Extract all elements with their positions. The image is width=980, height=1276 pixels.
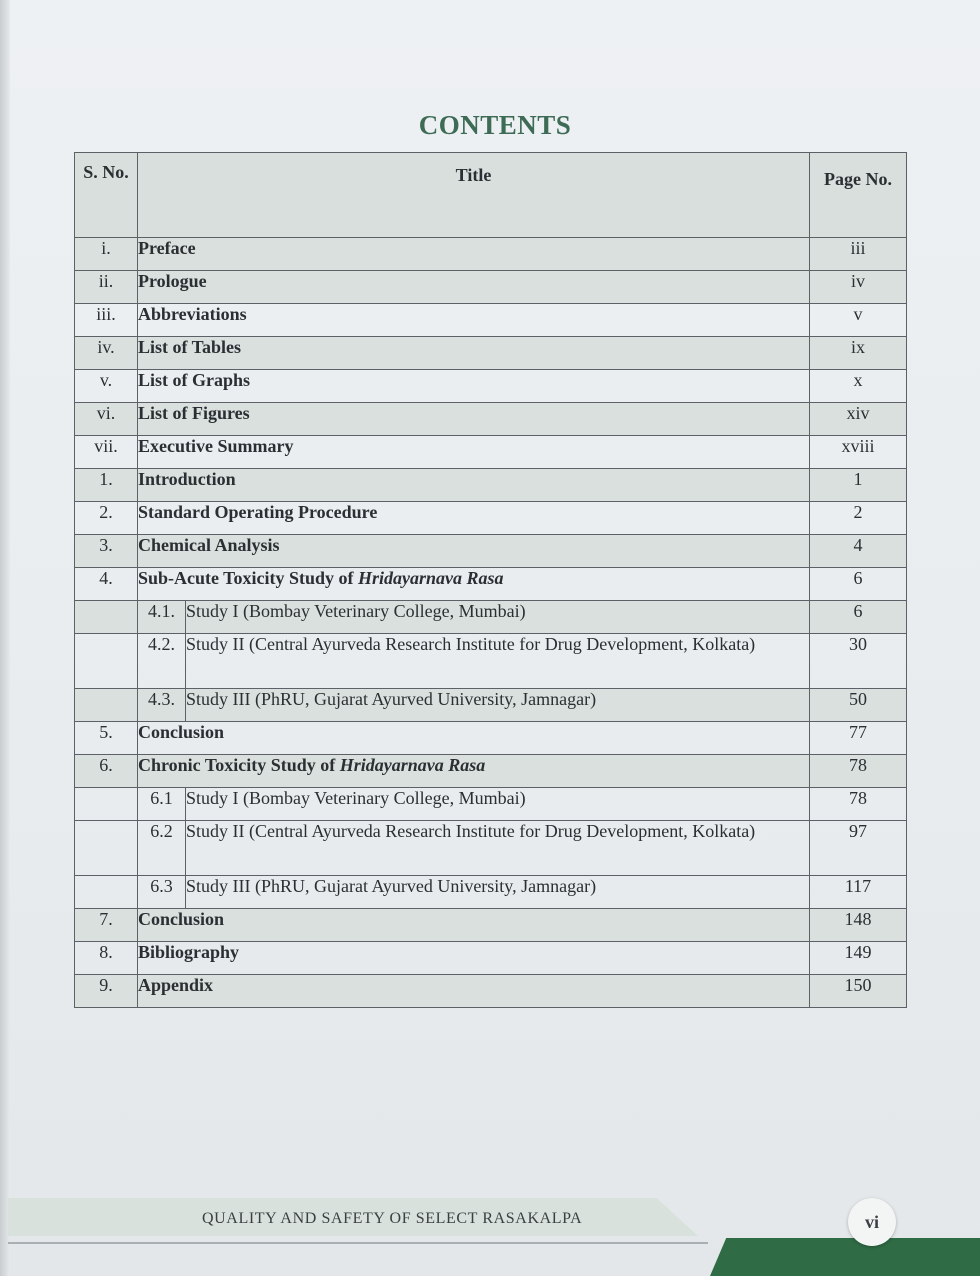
table-row — [75, 502, 907, 535]
row-page: v — [810, 304, 907, 337]
row-sno: 2. — [75, 502, 138, 535]
header-title: Title — [138, 153, 810, 238]
row-title: Chemical Analysis — [138, 535, 810, 568]
row-title: Bibliography — [138, 942, 810, 975]
row-page: 97 — [810, 821, 907, 876]
table-row — [75, 942, 907, 975]
row-page: 6 — [810, 568, 907, 601]
row-sno: ii. — [75, 271, 138, 304]
row-page: 1 — [810, 469, 907, 502]
row-title-prefix: Sub-Acute Toxicity Study of — [138, 568, 359, 588]
row-sno: iv. — [75, 337, 138, 370]
row-page: iii — [810, 238, 907, 271]
footer-accent-bar — [710, 1238, 980, 1276]
table-row — [75, 271, 907, 304]
table-row — [75, 436, 907, 469]
row-sno-empty — [75, 788, 138, 821]
row-page: 150 — [810, 975, 907, 1008]
row-title: Study III (PhRU, Gujarat Ayurved University, Jamnagar) — [186, 689, 810, 722]
row-page: 77 — [810, 722, 907, 755]
row-page: 78 — [810, 788, 907, 821]
row-title: Study II (Central Ayurveda Research Institute for Drug Development, Kolkata) — [186, 821, 810, 876]
row-title-prefix: Chronic Toxicity Study of — [138, 755, 340, 775]
row-title: Introduction — [138, 469, 810, 502]
row-title: List of Tables — [138, 337, 810, 370]
table-row — [75, 370, 907, 403]
page-title: CONTENTS — [418, 110, 572, 140]
row-page: x — [810, 370, 907, 403]
row-page: xiv — [810, 403, 907, 436]
row-title: List of Figures — [138, 403, 810, 436]
row-title — [138, 755, 810, 788]
page-number-badge: vi — [848, 1198, 896, 1246]
footer-divider — [8, 1242, 708, 1244]
row-subno: 6.1 — [138, 788, 186, 821]
row-sno: 3. — [75, 535, 138, 568]
header-sno: S. No. — [75, 153, 138, 238]
table-row — [75, 788, 907, 821]
table-row — [75, 238, 907, 271]
row-title: Study II (Central Ayurveda Research Institute for Drug Development, Kolkata) — [186, 634, 810, 689]
table-row — [75, 535, 907, 568]
row-title: Study III (PhRU, Gujarat Ayurved University, Jamnagar) — [186, 876, 810, 909]
row-sno-empty — [75, 689, 138, 722]
row-page: 148 — [810, 909, 907, 942]
row-page: xviii — [810, 436, 907, 469]
table-row — [75, 876, 907, 909]
row-sno: 7. — [75, 909, 138, 942]
row-title: Preface — [138, 238, 810, 271]
table-row — [75, 568, 907, 601]
table-row — [75, 821, 907, 876]
table-row — [75, 722, 907, 755]
table-row — [75, 601, 907, 634]
table-row — [75, 634, 907, 689]
row-title: Abbreviations — [138, 304, 810, 337]
row-title: Study I (Bombay Veterinary College, Mumbai) — [186, 601, 810, 634]
row-sno: i. — [75, 238, 138, 271]
row-sno: vi. — [75, 403, 138, 436]
row-sno-empty — [75, 876, 138, 909]
footer-title: QUALITY AND SAFETY OF SELECT RASAKALPA — [202, 1210, 583, 1227]
row-sno-empty — [75, 601, 138, 634]
row-title: Conclusion — [138, 909, 810, 942]
row-title: Standard Operating Procedure — [138, 502, 810, 535]
row-title: List of Graphs — [138, 370, 810, 403]
row-sno-empty — [75, 821, 138, 876]
row-page: 2 — [810, 502, 907, 535]
row-subno: 6.3 — [138, 876, 186, 909]
table-row — [75, 755, 907, 788]
row-sno: 8. — [75, 942, 138, 975]
table-row — [75, 403, 907, 436]
row-subno: 4.2. — [138, 634, 186, 689]
row-page: 50 — [810, 689, 907, 722]
row-page: 149 — [810, 942, 907, 975]
row-subno: 6.2 — [138, 821, 186, 876]
row-subno: 4.3. — [138, 689, 186, 722]
table-row — [75, 304, 907, 337]
row-subno: 4.1. — [138, 601, 186, 634]
row-page: 6 — [810, 601, 907, 634]
row-sno: 4. — [75, 568, 138, 601]
table-header — [75, 153, 907, 238]
row-page: 30 — [810, 634, 907, 689]
table-row — [75, 337, 907, 370]
row-page: 4 — [810, 535, 907, 568]
row-sno: v. — [75, 370, 138, 403]
contents-table — [74, 152, 907, 1008]
row-sno: 9. — [75, 975, 138, 1008]
row-page: 117 — [810, 876, 907, 909]
row-page: 78 — [810, 755, 907, 788]
row-title: Appendix — [138, 975, 810, 1008]
row-sno: vii. — [75, 436, 138, 469]
row-title-italic: Hridayarnava Rasa — [358, 568, 504, 588]
row-title: Executive Summary — [138, 436, 810, 469]
table-row — [75, 469, 907, 502]
header-page: Page No. — [810, 153, 907, 238]
row-sno: iii. — [75, 304, 138, 337]
row-title-italic: Hridayarnava Rasa — [339, 755, 486, 775]
table-row — [75, 975, 907, 1008]
row-sno-empty — [75, 634, 138, 689]
row-title — [138, 568, 810, 601]
table-row — [75, 689, 907, 722]
row-sno: 5. — [75, 722, 138, 755]
row-title: Study I (Bombay Veterinary College, Mumbai) — [186, 788, 810, 821]
row-sno: 6. — [75, 755, 138, 788]
book-spine — [0, 0, 10, 1276]
row-title: Conclusion — [138, 722, 810, 755]
row-title: Prologue — [138, 271, 810, 304]
row-page: iv — [810, 271, 907, 304]
table-row — [75, 909, 907, 942]
row-sno: 1. — [75, 469, 138, 502]
row-page: ix — [810, 337, 907, 370]
